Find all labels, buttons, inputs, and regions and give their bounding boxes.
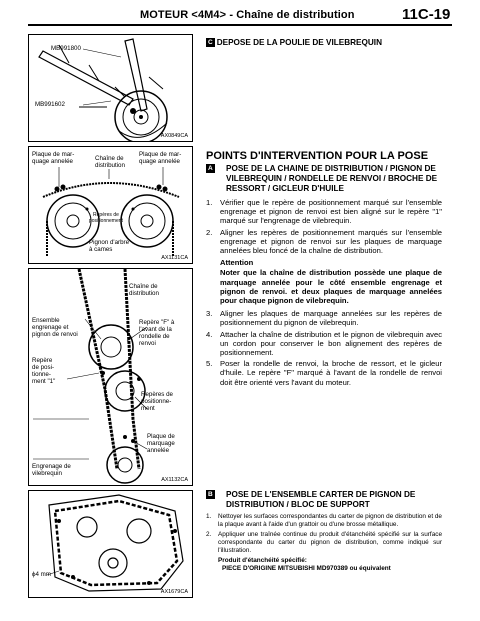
- item-text: Aligner les repères de positionnement marqués sur l'ensemble engrenage et pignon de renvoi sur les plaques de marquage annelées bleu foncé de la chaîne de distribution.: [220, 227, 442, 256]
- figure-code: AX1132CA: [161, 477, 188, 483]
- header-rule: [28, 24, 452, 26]
- figure-label-chaine: Chaîne de distribution: [129, 283, 159, 297]
- figure-label: MB991800: [51, 45, 81, 52]
- figure-label-pignon: Pignon d'arbre à cames: [89, 239, 130, 253]
- figure-label-plaque: Plaque de marquage annelée: [147, 433, 175, 454]
- section-tag: A: [208, 165, 213, 172]
- attention-text: Noter que la chaîne de distribution possède une plaque de marquage annelée pour le côté ensemble engrenage et pignon de renvoi. et deux plaques de marquage annelées pour chaque pignon de vilebrequin.: [220, 268, 442, 306]
- produit-value: PIECE D'ORIGINE MITSUBISHI MD970389 ou équivalent: [222, 565, 391, 572]
- item-number: 4.: [206, 329, 213, 339]
- section-depose-title: [206, 38, 382, 48]
- list-item: [206, 309, 442, 327]
- figure-timing-cover: [28, 490, 193, 598]
- item-number: 5.: [206, 359, 213, 369]
- list-item: [206, 198, 442, 226]
- figure-label-reperes-pos: Repères de positionne- ment: [141, 391, 173, 412]
- item-number: 3.: [206, 309, 213, 319]
- section-title-text: POSE DE LA CHAINE DE DISTRIBUTION / PIGNON DE VILEBREQUIN / RONDELLE DE RENVOI / BROCHE DE RESSORT / GICLEUR D'HUILE: [226, 164, 438, 193]
- figure-chain-idler: [28, 268, 193, 486]
- figure-label: MB991602: [35, 101, 65, 108]
- item-text: Nettoyer les surfaces correspondantes du carter de pignon de distribution et de la plaque avant à l'aide d'un grattoir ou d'une brosse métallique.: [218, 513, 442, 528]
- produit-label: Produit d'étanchéité spécifié:: [218, 557, 307, 564]
- list-item: [206, 531, 442, 555]
- item-text: Vérifier que le repère de positionnement marqué sur l'ensemble engrenage et pignon de renvoi est bien aligné sur le repère "1" marqué sur l'engrenage de vilebrequin.: [220, 198, 442, 226]
- item-number: 1.: [206, 198, 213, 207]
- section-tag: C: [208, 39, 213, 46]
- item-number: 2.: [206, 227, 213, 237]
- item-text: Attacher la chaîne de distribution et le pignon de vilebrequin avec un cordon pour conserver le bon alignement des repères de positionnement.: [220, 329, 442, 358]
- figure-code: AX0849CA: [160, 133, 188, 139]
- figure-label-diameter: ϕ4 mm: [32, 571, 51, 578]
- points-intervention-heading: POINTS D'INTERVENTION POUR LA POSE: [206, 150, 429, 162]
- figure-label-reperes: Repères de positionnement: [89, 212, 123, 224]
- item-text: Appliquer une traînée continue du produit d'étanchéité spécifié sur la surface correspondante du carter du pignon de distribution, comme indiqué sur l'illustration.: [218, 531, 442, 554]
- figure-label-plaque-right: Plaque de mar- quage annelée: [139, 151, 182, 165]
- figure-label-plaque-left: Plaque de mar- quage annelée: [32, 151, 75, 165]
- section-title-text: POSE DE L'ENSEMBLE CARTER DE PIGNON DE DISTRIBUTION / BLOC DE SUPPORT: [226, 490, 416, 509]
- attention-heading: Attention: [220, 258, 254, 268]
- list-item: [206, 513, 442, 529]
- item-number: 2.: [206, 531, 212, 538]
- figure-camshaft-sprockets: [28, 146, 193, 264]
- figure-label-chaine: Chaîne de distribution: [95, 155, 125, 169]
- pose-a-steps: [206, 198, 442, 389]
- timing-cover-illustration: [29, 491, 192, 597]
- list-item: [206, 330, 442, 358]
- item-text: Poser la rondelle de renvoi, la broche de ressort, et le gicleur d'huile. Le repère "F" marqué à l'avant de la rondelle de renvoi doit être orienté vers l'avant du moteur.: [220, 359, 442, 387]
- figure-pulley-removal: [28, 34, 193, 142]
- figure-label-repere-1: Repère de posi- tionne- ment "1": [32, 357, 56, 385]
- section-title-text: DEPOSE DE LA POULIE DE VILEBREQUIN: [216, 38, 382, 47]
- item-number: 1.: [206, 513, 212, 520]
- section-tag: B: [208, 491, 213, 498]
- section-pose-b-title: [206, 490, 444, 510]
- list-item: [206, 228, 442, 256]
- pose-b-steps: [206, 513, 442, 573]
- list-item: [206, 359, 442, 387]
- page-header-title: MOTEUR <4M4> - Chaîne de distribution: [140, 9, 355, 21]
- figure-label-engrenage: Engrenage de vilebrequin: [32, 463, 71, 477]
- figure-code: AX1679CA: [160, 589, 188, 595]
- section-pose-a-title: [206, 164, 444, 194]
- item-text: Aligner les plaques de marquage annelées sur les repères de positionnement du pignon de vilebrequin.: [220, 309, 442, 328]
- figure-label-ensemble: Ensemble engrenage et pignon de renvoi: [32, 317, 78, 338]
- figure-code: AX1131CA: [161, 255, 188, 261]
- page-number: 11C-19: [402, 6, 451, 23]
- figure-label-repere-f: Repère "F" à l'avant de la rondelle de renvoi: [139, 319, 175, 347]
